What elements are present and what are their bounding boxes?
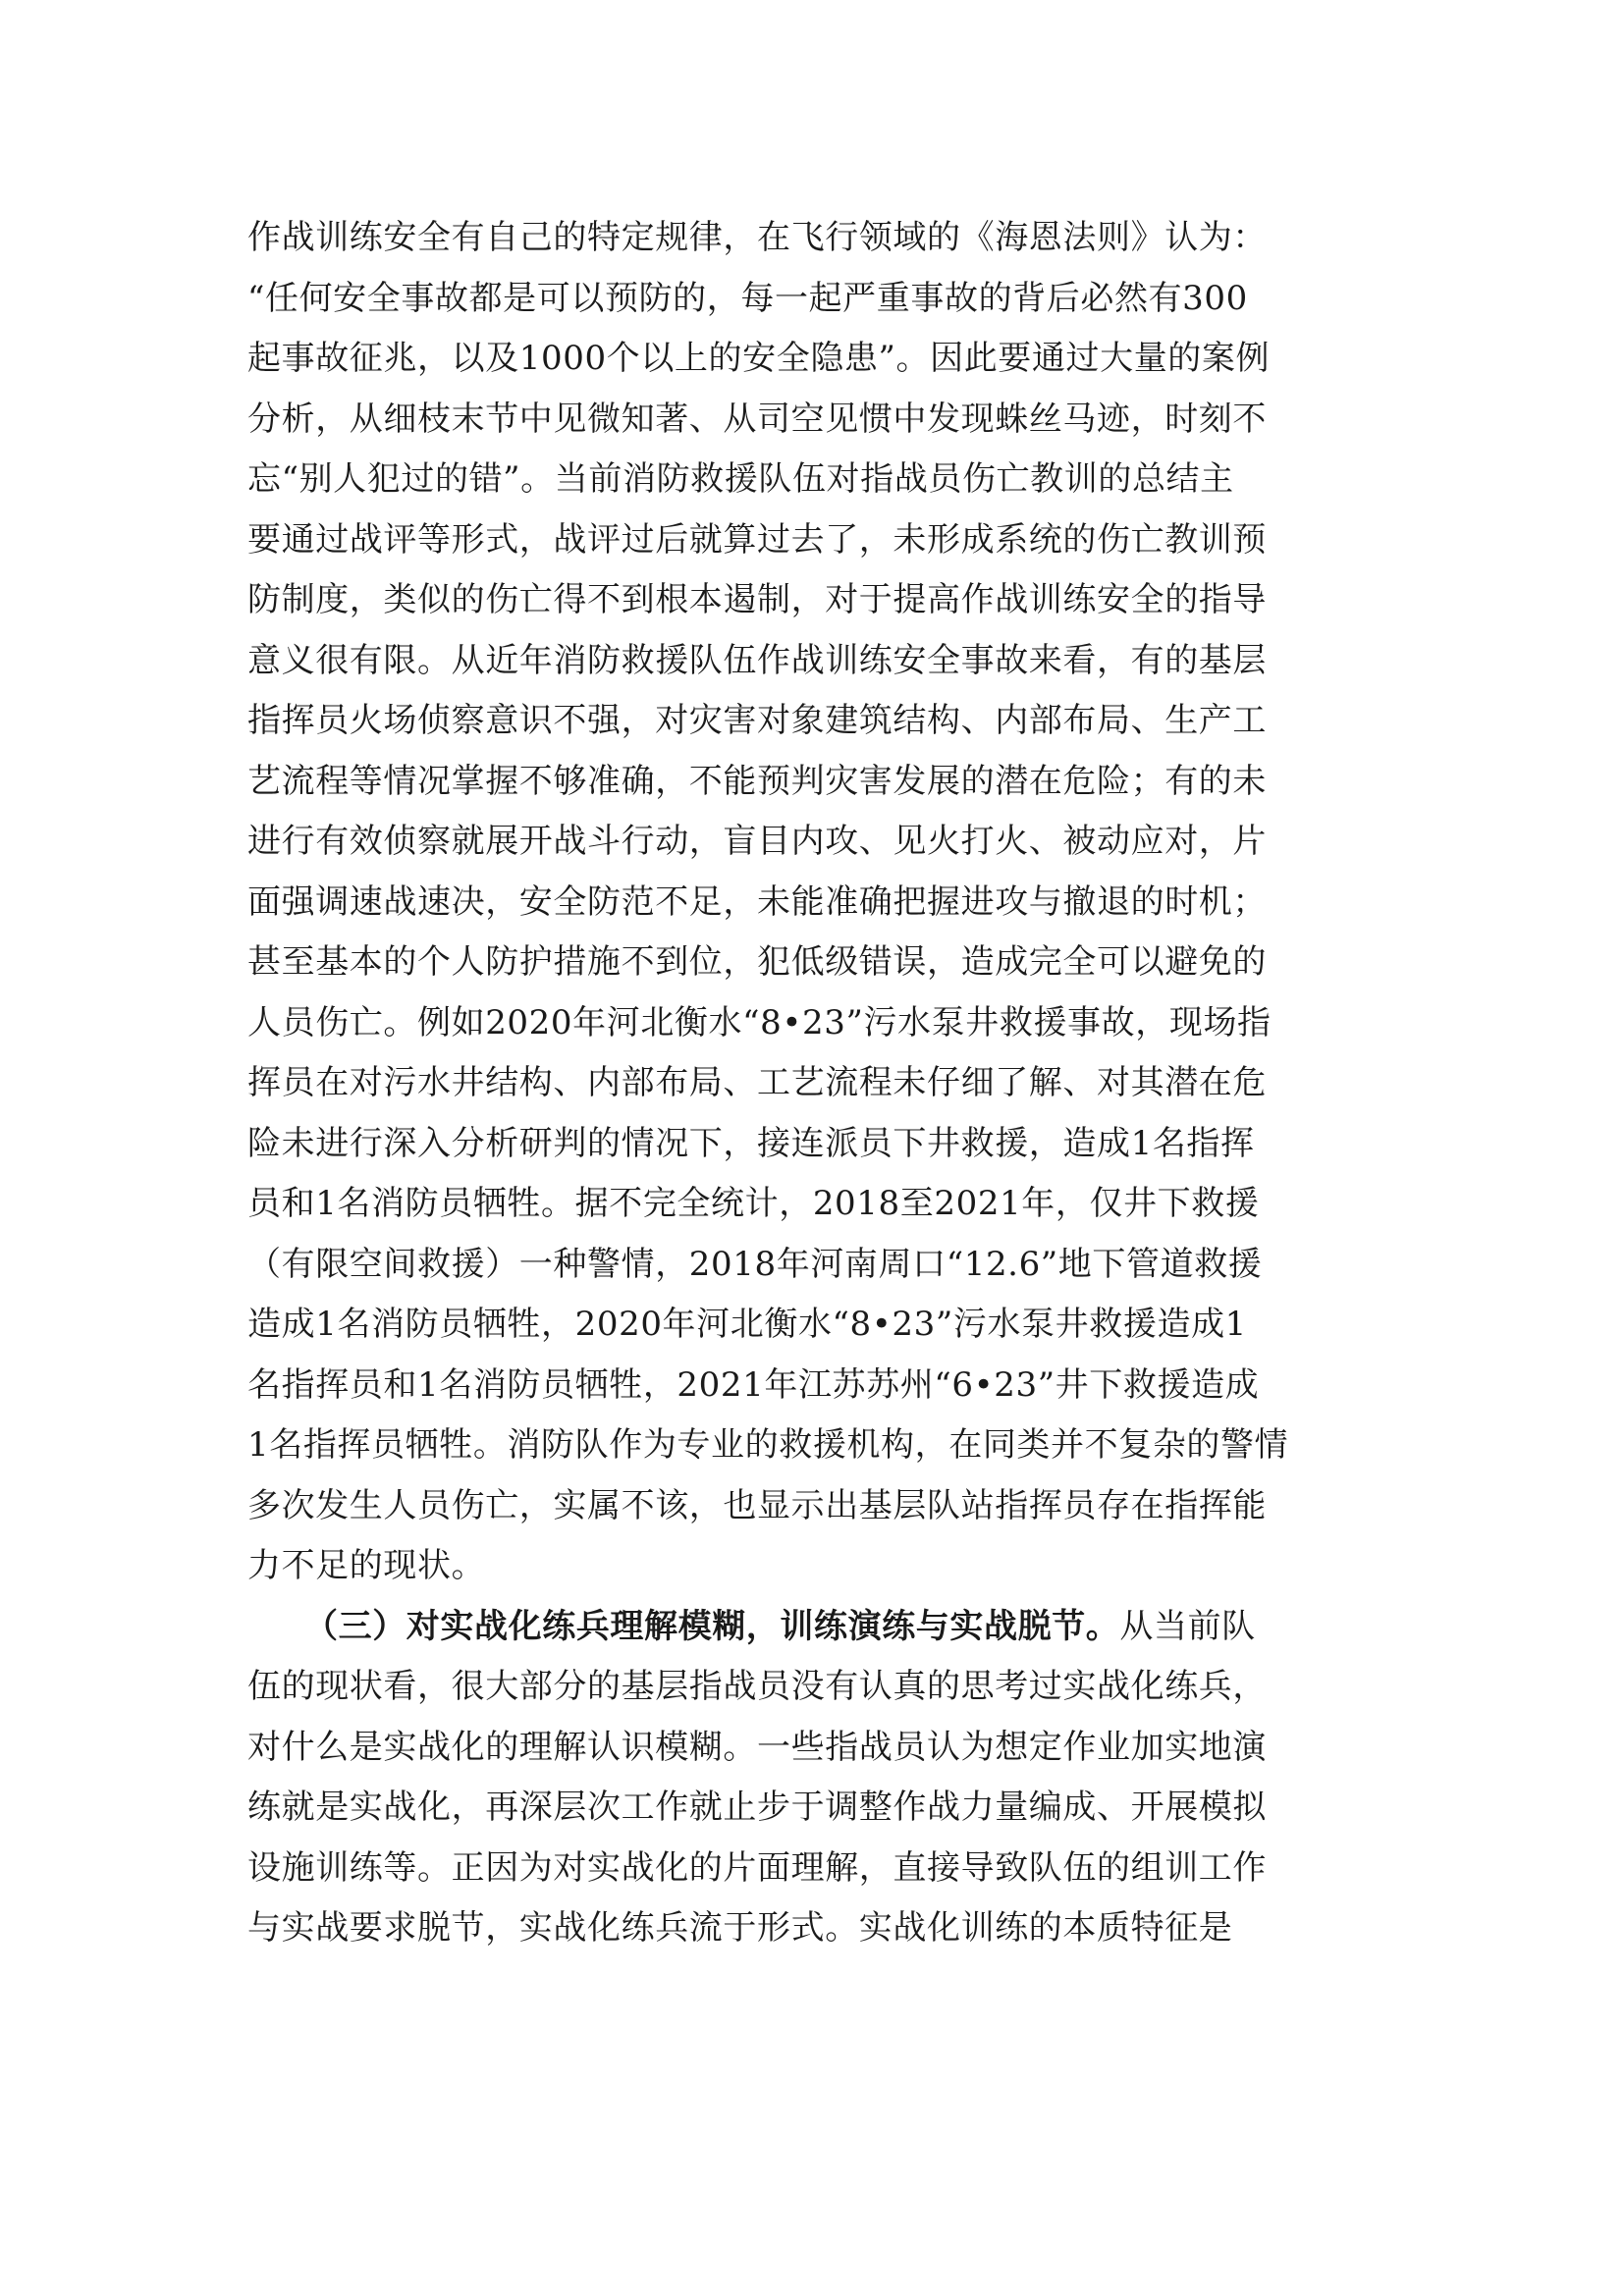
text-line: 作战训练安全有自己的特定规律，在飞行领域的《海恩法则》认为： [247,218,1267,257]
text-line: 练就是实战化，再深层次工作就止步于调整作战力量编成、开展模拟 [247,1788,1267,1827]
text-line: 名指挥员和1名消防员牺牲，2021年江苏苏州“6•23”井下救援造成 [247,1364,1260,1405]
paragraph-case-analysis [247,208,1396,1597]
text-line: 1名指挥员牺牲。消防队作为专业的救援机构，在同类并不复杂的警情 [247,1425,1289,1465]
text-line: 人员伤亡。例如2020年河北衡水“8•23”污水泵井救援事故，现场指 [247,1002,1272,1042]
text-line: 进行有效侦察就展开战斗行动，盲目内攻、见火打火、被动应对，片 [247,822,1267,861]
text-line: “任何安全事故都是可以预防的，每一起严重事故的背后必然有300 [247,278,1248,318]
text-line: 面强调速战速决，安全防范不足，未能准确把握进攻与撤退的时机； [247,881,1267,922]
text-line: 防制度，类似的伤亡得不到根本遏制，对于提高作战训练安全的指导 [247,580,1267,619]
text-line: 要通过战评等形式，战评过后就算过去了，未形成系统的伤亡教训预 [247,519,1267,560]
text-line: 伍的现状看，很大部分的基层指战员没有认真的思考过实战化练兵， [247,1667,1267,1706]
text-line: 挥员在对污水井结构、内部布局、工艺流程未仔细了解、对其潜在危 [247,1063,1267,1102]
text-line: 多次发生人员伤亡，实属不该，也显示出基层队站指挥员存在指挥能 [247,1485,1267,1525]
text-line: 意义很有限。从近年消防救援队伍作战训练安全事故来看，有的基层 [247,640,1267,680]
text-line: 员和1名消防员牺牲。据不完全统计，2018至2021年，仅井下救援 [247,1184,1260,1223]
text-line-continuation: 从当前队 [1119,1606,1256,1646]
paragraph-training-section [247,1597,1396,1959]
text-line: 对什么是实战化的理解认识模糊。一些指战员认为想定作业加实地演 [247,1727,1267,1767]
text-line: 分析，从细枝末节中见微知著、从司空见惯中发现蛛丝马迹，时刻不 [247,399,1267,439]
text-line: 险未进行深入分析研判的情况下，接连派员下井救援，造成1名指挥 [247,1123,1255,1163]
text-line: （有限空间救援）一种警情，2018年河南周口“12.6”地下管道救援 [247,1244,1263,1284]
text-line: 力不足的现状。 [247,1546,486,1585]
text-line: 甚至基本的个人防护措施不到位，犯低级错误，造成完全可以避免的 [247,942,1267,982]
text-line: 造成1名消防员牺牲，2020年河北衡水“8•23”污水泵井救援造成1 [247,1305,1247,1344]
body-text [247,208,1396,1959]
text-line: 指挥员火场侦察意识不强，对灾害对象建筑结构、内部布局、生产工 [247,701,1267,740]
text-line: 忘“别人犯过的错”。当前消防救援队伍对指战员伤亡教训的总结主 [247,459,1234,499]
text-line: 设施训练等。正因为对实战化的片面理解，直接导致队伍的组训工作 [247,1847,1267,1888]
text-line: 艺流程等情况掌握不够准确，不能预判灾害发展的潜在危险；有的未 [247,761,1267,801]
text-line-with-heading [247,1597,1396,1658]
section-heading: （三）对实战化练兵理解模糊，训练演练与实战脱节。 [304,1606,1120,1646]
text-line: 与实战要求脱节，实战化练兵流于形式。实战化训练的本质特征是 [247,1908,1233,1948]
text-line: 起事故征兆，以及1000个以上的安全隐患”。因此要通过大量的案例 [247,339,1271,378]
